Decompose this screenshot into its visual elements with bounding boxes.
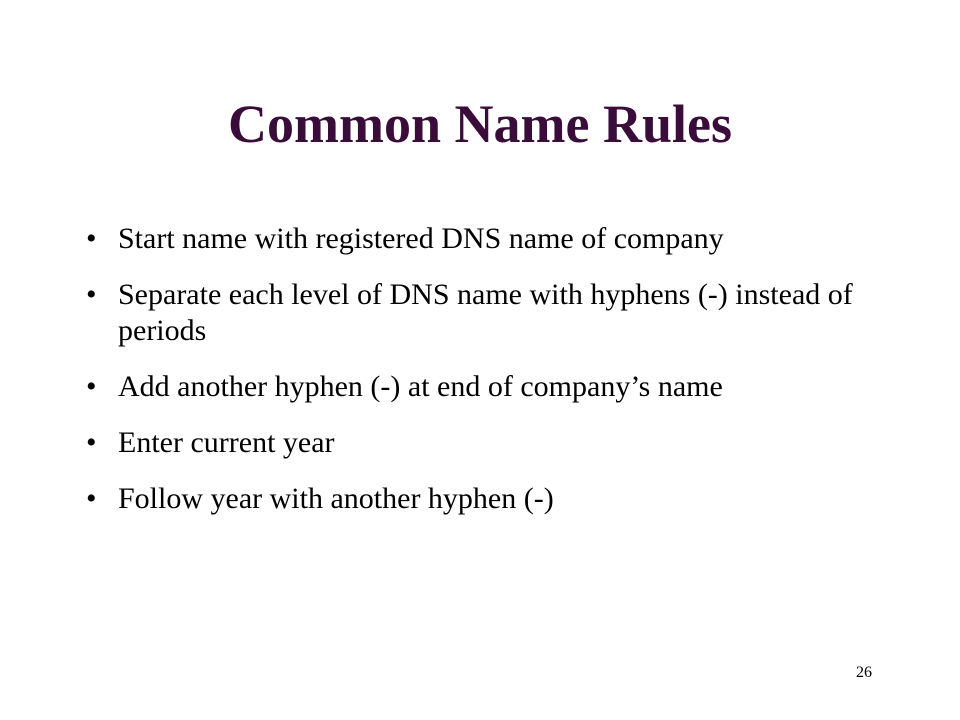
bullet-item <box>86 481 906 517</box>
page-number: 26 <box>856 664 872 681</box>
bullet-list <box>86 221 906 537</box>
bullet-item <box>86 221 906 257</box>
bullet-icon: • <box>86 278 97 311</box>
bullet-item <box>86 425 906 461</box>
bullet-icon: • <box>86 482 97 515</box>
bullet-text: Separate each level of DNS name with hyphens (-) instead of periods <box>118 278 853 347</box>
bullet-text: Follow year with another hyphen (-) <box>118 482 554 515</box>
slide-title: Common Name Rules <box>228 94 732 154</box>
bullet-text: Start name with registered DNS name of company <box>118 222 724 255</box>
bullet-text: Enter current year <box>118 426 335 459</box>
bullet-item <box>86 369 906 405</box>
bullet-icon: • <box>86 222 97 255</box>
bullet-icon: • <box>86 426 97 459</box>
bullet-item <box>86 277 906 349</box>
bullet-icon: • <box>86 370 97 403</box>
bullet-text: Add another hyphen (-) at end of company’s name <box>118 370 723 403</box>
